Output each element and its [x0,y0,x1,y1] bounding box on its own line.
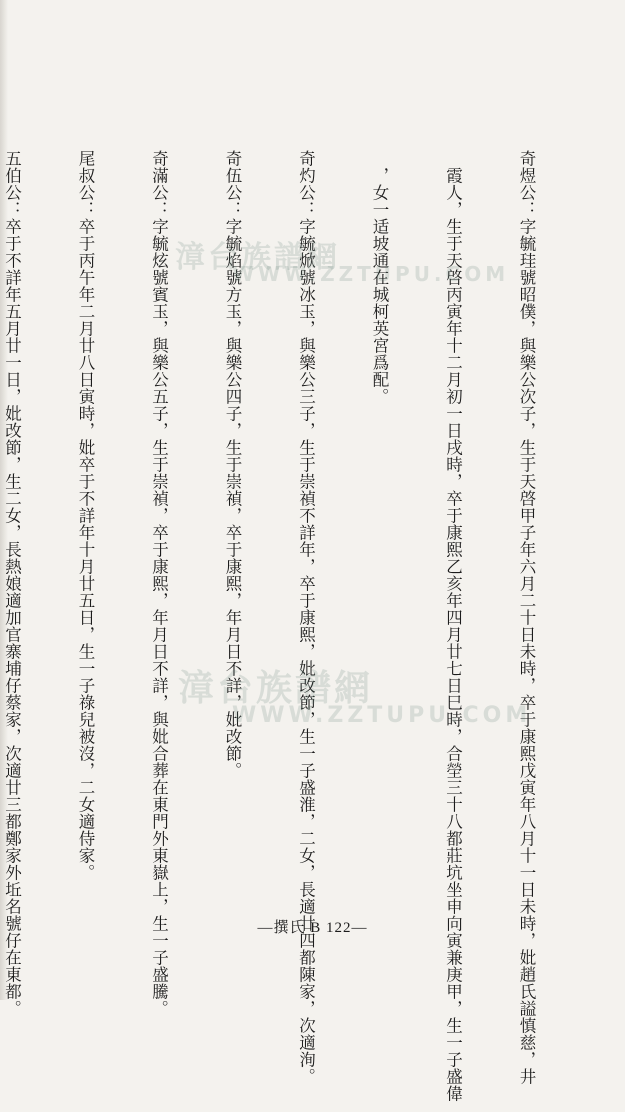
watermark-url: WWW.ZZTUPU.COM [232,262,510,286]
entry-line: 五伯公：卒于不詳年五月廿一日，妣改節，生二女，長熱娘適加官寨埔仔蔡家，次適廿三都鄭家外坵名號仔在東都。 [2,150,22,1017]
entry-line: 霞人，生于天啓丙寅年十二月初一日戌時，卒于康熙乙亥年四月廿七日巳時，合塋三十八都莊坑坐申向寅兼庚甲，生一子盛偉 [443,150,463,1102]
entry-line: 奇滿公：字毓炫號賓玉，與樂公五子，生于崇禎，卒于康熙，年月日不詳，與妣合葬在東門外東嶽上，生一子盛騰。 [149,150,169,1017]
entry-line: 奇灼公：字毓焮號冰玉，與樂公三子，生于崇禎不詳年，卒于康熙，妣改節，生一子盛淮，二女，長適廿四都陳家，次適洵。 [296,150,316,1085]
entry-line: 奇伍公：字毓焰號方玉，與樂公四子，生于崇禎，卒于康熙，年月日不詳，妣改節。 [223,150,242,779]
entry-line: 奇煜公：字毓珪號昭僕，與樂公次子，生于天啓甲子年六月二十日未時，卒于康熙戊寅年八月十一日未時，妣趙氏謚慎慈，井 [517,150,536,1085]
entry-line: 尾叔公：卒于丙午年二月廿八日寅時，妣卒于不詳年十月廿五日，生一子祿兒被沒，二女適侍家。 [76,150,95,881]
entry-line: ，女一适坡通在城柯英宮爲配。 [370,150,389,405]
page-footer: —撰氏 B 122— [257,920,368,936]
watermark-text: 漳台族譜網 [175,240,340,275]
watermark-url: WWW.ZZTUPU.COM [232,703,532,728]
watermark-text: 漳台族譜網 [178,668,374,709]
